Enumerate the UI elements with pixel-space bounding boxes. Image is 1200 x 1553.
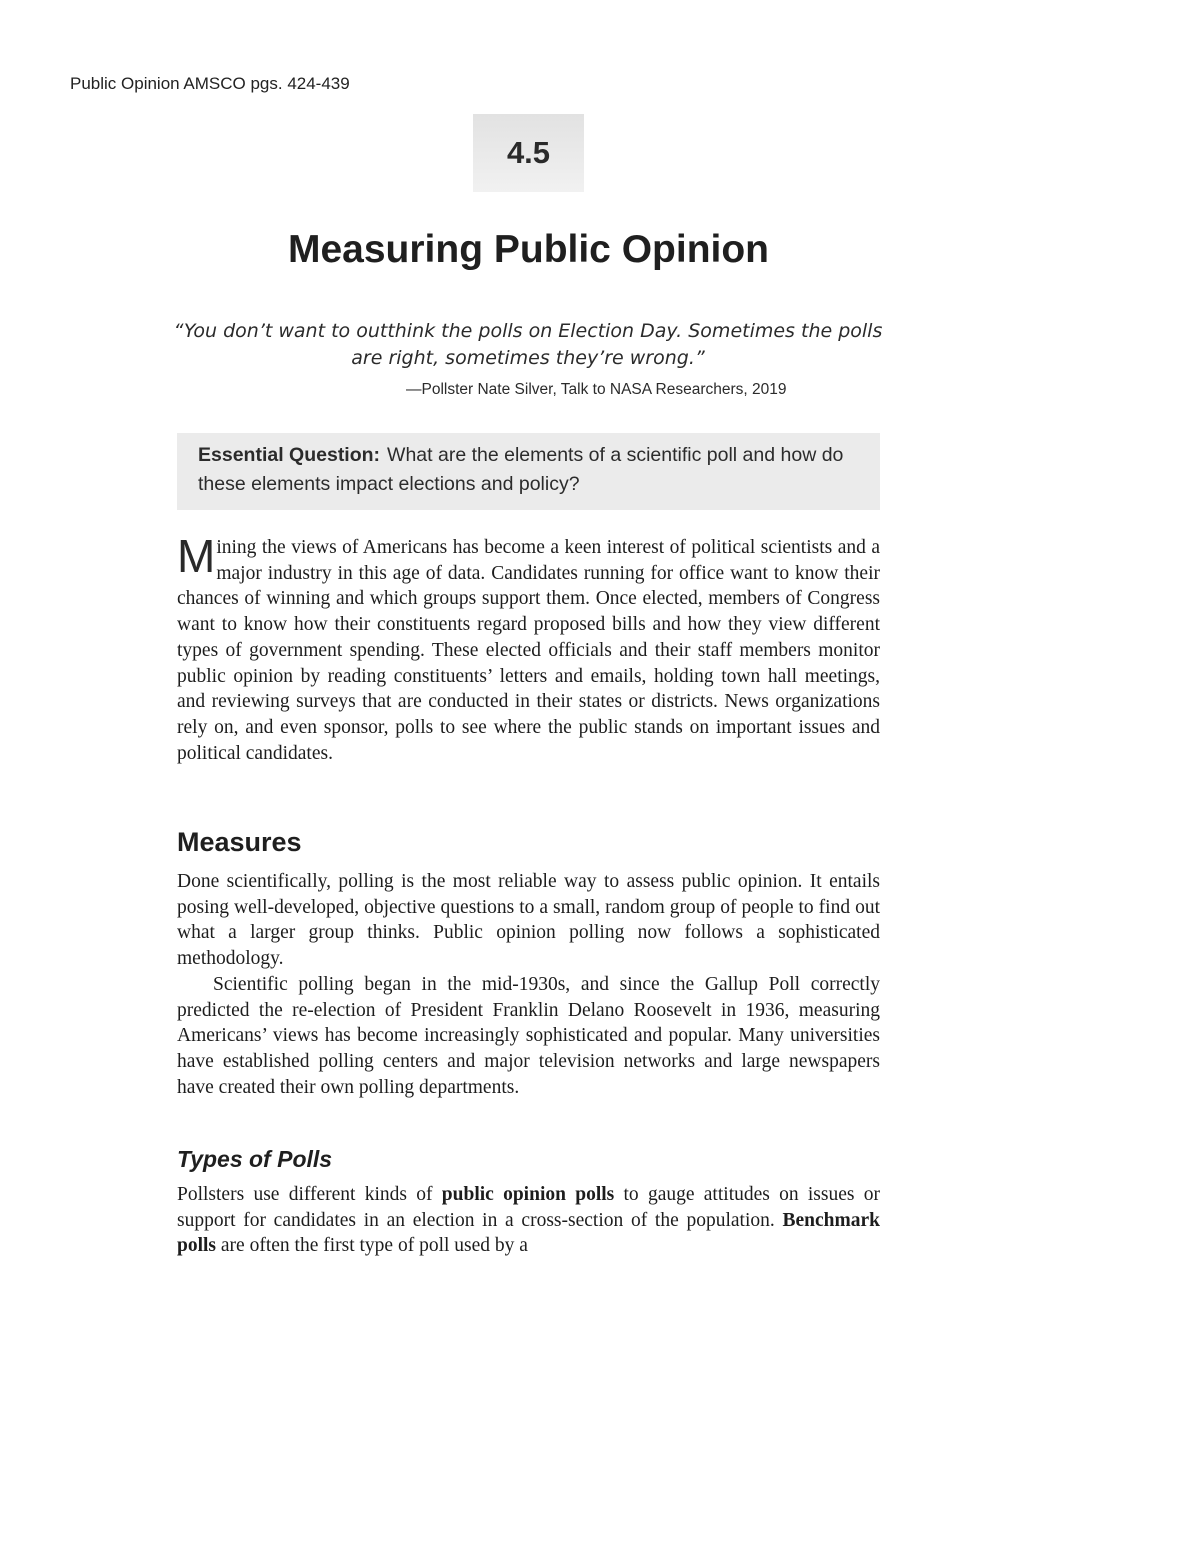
measures-paragraph-1: Done scientifically, polling is the most reliable way to assess public opinion. It entails posing well-developed, objective questions to a small, random group of people to find out what a larger group thinks. Public opinion polling now follows a sophisticated methodology. [177, 871, 880, 970]
epigraph-quote: “You don’t want to outthink the polls on Election Day. Sometimes the polls are right, sometimes they’re wrong.” [173, 320, 883, 369]
types-of-polls-paragraph [177, 1182, 880, 1259]
types-text-1: Pollsters use different kinds of [177, 1184, 442, 1205]
essential-question-text: What are the elements of a scientific poll and how do these elements impact elections and policy? [198, 444, 844, 495]
page-title: Measuring Public Opinion [287, 228, 770, 271]
types-of-polls-heading: Types of Polls [177, 1146, 333, 1172]
intro-paragraph [177, 530, 880, 766]
measures-paragraph-2: Scientific polling began in the mid-1930s, and since the Gallup Poll correctly predicted the re-election of President Franklin Delano Roosevelt in 1936, measuring Americans’ views has become increasingly sophisticated and popular. Many universities have established polling centers and major television networks and large newspapers have created their own polling departments. [177, 974, 880, 1098]
section-number-box [473, 114, 584, 192]
types-text-3: are often the first type of poll used by a [216, 1235, 528, 1257]
types-text-2: to gauge attitudes on issues or support for candidates in an election in a cross-section of the population. [177, 1184, 880, 1231]
document-header: Public Opinion AMSCO pgs. 424-439 [70, 74, 350, 93]
epigraph-attribution: —Pollster Nate Silver, Talk to NASA Researchers, 2019 [406, 381, 787, 398]
measures-heading: Measures [177, 827, 302, 857]
essential-question-label: Essential Question: [198, 444, 381, 466]
section-number: 4.5 [506, 135, 551, 170]
drop-cap: M [177, 530, 216, 582]
essential-question-box [177, 433, 880, 510]
intro-text: ining the views of Americans has become a keen interest of political scientists and a major industry in this age of data. Candidates running for office want to know their chances of winning and which groups support them. Once elected, members of Congress want to know how their constituents regard proposed bills and how they view different types of government spending. These elected officials and their staff members monitor public opinion by reading constituents’ letters and emails, holding town hall meetings, and reviewing surveys that are conducted in their states or districts. News organizations rely on, and even sponsor, polls to see where the public stands on important issues and political candidates. [177, 537, 880, 764]
term-public-opinion-polls: public opinion polls [441, 1184, 615, 1205]
term-benchmark-polls: Benchmark polls [177, 1209, 880, 1257]
